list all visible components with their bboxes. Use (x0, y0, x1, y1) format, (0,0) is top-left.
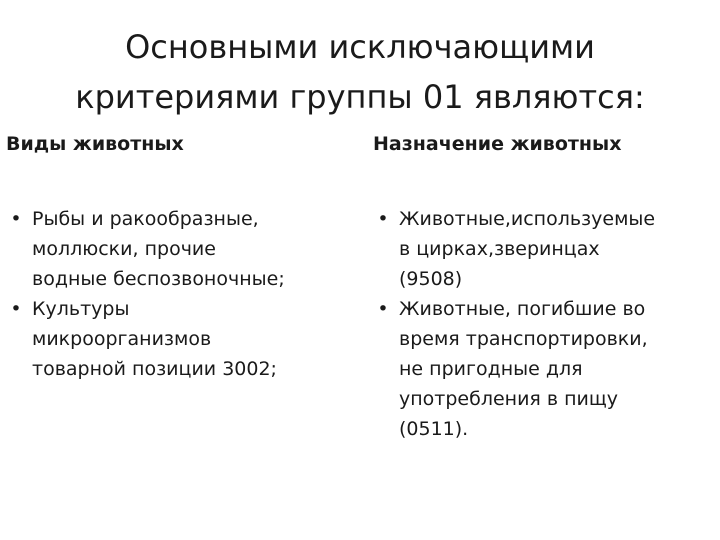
left-column-header: Виды животных (6, 133, 184, 155)
list-item-line: время транспортировки, (399, 328, 648, 350)
list-item (6, 204, 356, 294)
title-line-1: Основными исключающими (125, 28, 595, 66)
left-bullet-list (6, 204, 356, 384)
list-item-line: Животные,используемые (399, 208, 656, 230)
right-column (373, 128, 713, 444)
right-column-header: Назначение животных (373, 133, 622, 155)
list-item-line: микроорганизмов (32, 328, 212, 350)
bullet-icon: • (377, 208, 389, 230)
list-item-line: (9508) (399, 268, 463, 290)
list-item (373, 204, 713, 294)
list-item-line: товарной позиции 3002; (32, 358, 277, 380)
left-column (6, 128, 356, 384)
list-item-line: употребления в пищу (399, 388, 619, 410)
list-item-line: не пригодные для (399, 358, 583, 380)
list-item (373, 294, 713, 444)
bullet-icon: • (10, 298, 22, 320)
list-item-line: Рыбы и ракообразные, (32, 208, 259, 230)
bullet-icon: • (377, 298, 389, 320)
bullet-icon: • (10, 208, 22, 230)
slide-title (40, 22, 680, 122)
right-bullet-list (373, 204, 713, 444)
list-item-line: в цирках,зверинцах (399, 238, 600, 260)
list-item-line: (0511). (399, 418, 469, 440)
list-item (6, 294, 356, 384)
title-line-2: критериями группы 01 являются: (75, 78, 645, 116)
list-item-line: моллюски, прочие (32, 238, 216, 260)
list-item-line: Животные, погибшие во (399, 298, 646, 320)
list-item-line: Культуры (32, 298, 130, 320)
list-item-line: водные беспозвоночные; (32, 268, 285, 290)
